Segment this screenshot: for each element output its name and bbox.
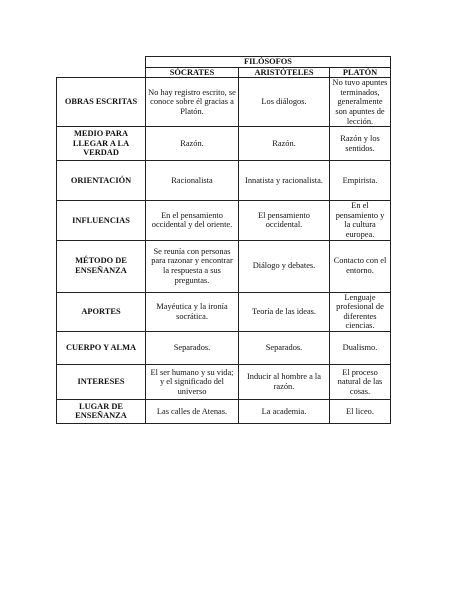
table-cell: Racionalista xyxy=(146,161,239,201)
table-cell: Los diálogos. xyxy=(239,78,330,127)
empty-corner-cell xyxy=(57,57,146,78)
table-row xyxy=(57,78,391,127)
row-label-medio-para-llegar-a-la-verdad: MEDIO PARA LLEGAR A LA VERDAD xyxy=(57,127,146,161)
table-cell: No tuvo apuntes terminados, generalmente son apuntes de lección. xyxy=(330,78,391,127)
table-cell: Inducir al hombre a la razón. xyxy=(239,364,330,399)
table-row xyxy=(57,161,391,201)
table-cell: El ser humano y su vida; y el significado del universo xyxy=(146,364,239,399)
table-cell: El proceso natural de las cosas. xyxy=(330,364,391,399)
table-cell: En el pensamiento y la cultura europea. xyxy=(330,201,391,240)
table-cell: Teoría de las ideas. xyxy=(239,292,330,331)
table-row xyxy=(57,331,391,364)
table-cell: La academia. xyxy=(239,399,330,423)
group-header-cell: FILÓSOFOS xyxy=(146,57,391,68)
row-label-lugar-de-ensenanza: LUGAR DE ENSEÑANZA xyxy=(57,399,146,423)
table-cell: Empirista. xyxy=(330,161,391,201)
table-row xyxy=(57,201,391,240)
row-label-influencias: INFLUENCIAS xyxy=(57,201,146,240)
table-row xyxy=(57,399,391,423)
table-cell: No hay registro escrito, se conoce sobre él gracias a Platón. xyxy=(146,78,239,127)
table-row xyxy=(57,292,391,331)
table-row xyxy=(57,240,391,292)
row-label-obras-escritas: OBRAS ESCRITAS xyxy=(57,78,146,127)
table-cell: Se reunía con personas para razonar y encontrar la respuesta a sus preguntas. xyxy=(146,240,239,292)
table-cell: El liceo. xyxy=(330,399,391,423)
table-cell: Separados. xyxy=(239,331,330,364)
row-label-aportes: APORTES xyxy=(57,292,146,331)
table-row xyxy=(57,364,391,399)
table-cell: Razón. xyxy=(239,127,330,161)
column-header-aristoteles: ARISTÓTELES xyxy=(239,67,330,78)
table-cell: Las calles de Atenas. xyxy=(146,399,239,423)
table-row xyxy=(57,127,391,161)
table-cell: Razón y los sentidos. xyxy=(330,127,391,161)
table-cell: Diálogo y debates. xyxy=(239,240,330,292)
row-label-metodo-de-ensenanza: MÉTODO DE ENSEÑANZA xyxy=(57,240,146,292)
table-cell: El pensamiento occidental. xyxy=(239,201,330,240)
table-cell: En el pensamiento occidental y del oriente. xyxy=(146,201,239,240)
philosophers-comparison-table xyxy=(56,56,391,424)
table-cell: Separados. xyxy=(146,331,239,364)
column-header-platon: PLATÓN xyxy=(330,67,391,78)
row-label-intereses: INTERESES xyxy=(57,364,146,399)
table-cell: Contacto con el entorno. xyxy=(330,240,391,292)
table-cell: Razón. xyxy=(146,127,239,161)
row-label-cuerpo-y-alma: CUERPO Y ALMA xyxy=(57,331,146,364)
column-header-socrates: SÓCRATES xyxy=(146,67,239,78)
table-cell: Dualismo. xyxy=(330,331,391,364)
table-cell: Mayéutica y la ironía socrática. xyxy=(146,292,239,331)
row-label-orientacion: ORIENTACIÓN xyxy=(57,161,146,201)
table-cell: Innatista y racionalista. xyxy=(239,161,330,201)
table-cell: Lenguaje profesional de diferentes ciencias. xyxy=(330,292,391,331)
